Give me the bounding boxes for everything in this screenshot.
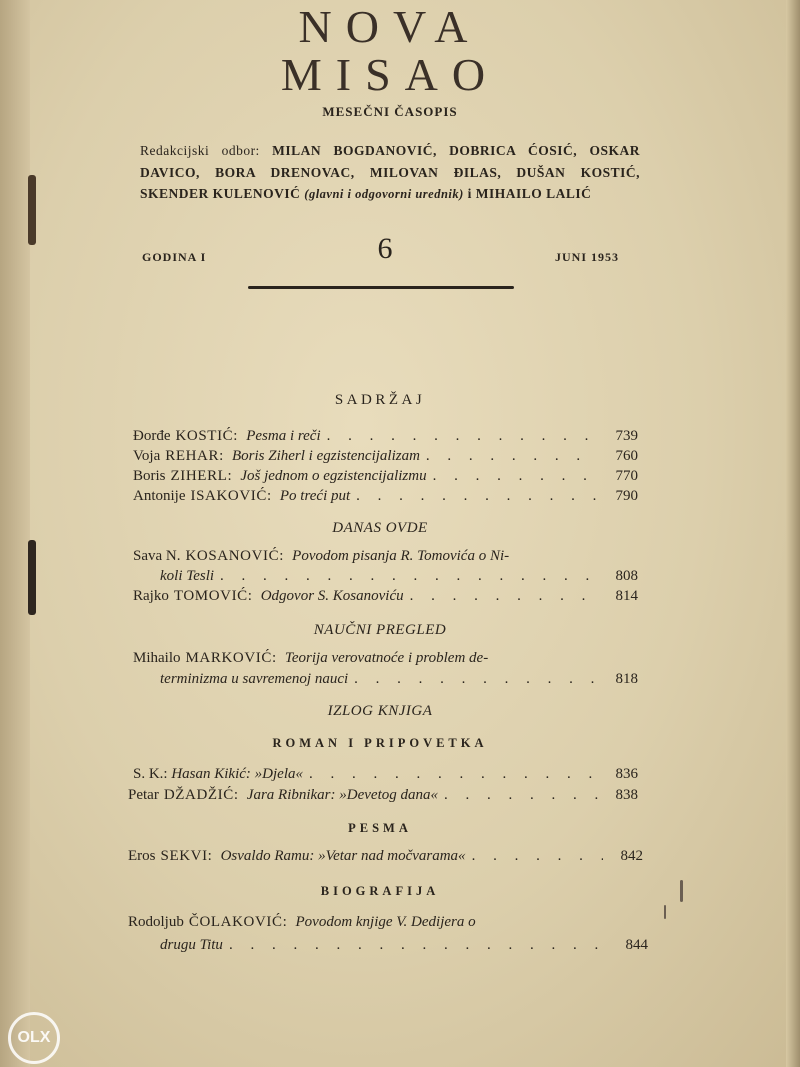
toc-entry bbox=[133, 766, 638, 783]
masthead-title-line-1: NOVA bbox=[298, 1, 482, 52]
entry-title: Povodom knjige V. Dedijera o bbox=[295, 914, 476, 930]
board-note: (glavni i odgovorni urednik) bbox=[304, 187, 464, 201]
entry-author-last: ČOLAKOVIĆ bbox=[188, 914, 283, 930]
entry-title-continued: terminizma u savremenoj nauci bbox=[160, 671, 349, 687]
toc-entry: Rajko TOMOVIĆ : Odgovor S. Kosanoviću . . . 814 bbox=[133, 588, 638, 605]
entry-page: 838 bbox=[615, 787, 638, 803]
entry-author-last: MARKOVIĆ bbox=[185, 650, 272, 666]
board-members-last: i MIHAILO LALIĆ bbox=[467, 186, 592, 201]
entry-page: 808 bbox=[615, 568, 638, 584]
toc-entry: Đorđe KOSTIĆ : Pesma i reči . . . 739 bbox=[133, 428, 638, 445]
toc-entry: Mihailo MARKOVIĆ : Teorija verovatnoće i problem de- bbox=[133, 650, 489, 666]
entry-title: Boris Ziherl i egzistencijalizam bbox=[232, 448, 420, 464]
toc-entry: Rodoljub ČOLAKOVIĆ : Povodom knjige V. Dedijera o bbox=[128, 914, 476, 930]
entry-author-first: S. K.: bbox=[133, 766, 168, 782]
issue-number: 6 bbox=[377, 232, 393, 265]
entry-title: Hasan Kikić: »Djela« bbox=[171, 766, 303, 782]
entry-title: Povodom pisanja R. Tomovića o Ni- bbox=[292, 548, 510, 564]
entry-author-first: Voja bbox=[133, 448, 161, 464]
entry-author-last: ISAKOVIĆ bbox=[190, 488, 267, 504]
toc-entry: Voja REHAR : Boris Ziherl i egzistencijalizam . . . 760 bbox=[133, 448, 638, 465]
entry-page: 770 bbox=[615, 468, 638, 484]
masthead-subtitle: MESEČNI ČASOPIS bbox=[322, 104, 458, 119]
entry-author-first: Sava N. bbox=[133, 548, 181, 564]
entry-page: 814 bbox=[615, 588, 638, 604]
toc-entry-continued bbox=[160, 568, 638, 585]
entry-page: 739 bbox=[615, 428, 638, 444]
dot-leader bbox=[309, 766, 598, 783]
entry-author-first: Petar bbox=[128, 787, 159, 803]
entry-page: 790 bbox=[615, 488, 638, 504]
toc-entry: Eros SEKVI : Osvaldo Ramu: »Vetar nad močvarama« . . . 842 bbox=[128, 848, 643, 865]
dot-leader bbox=[220, 568, 598, 585]
entry-page: 836 bbox=[615, 766, 638, 782]
toc-entry: Petar DŽADŽIĆ : Jara Ribnikar: »Devetog dana« . . . 838 bbox=[128, 787, 638, 804]
editorial-board bbox=[140, 140, 640, 206]
dot-leader bbox=[229, 937, 608, 954]
year-label: GODINA I bbox=[142, 250, 207, 264]
entry-title: Još jednom o egzistencijalizmu bbox=[240, 468, 427, 484]
dot-leader bbox=[472, 848, 603, 865]
entry-author-last: KOSTIĆ bbox=[175, 428, 234, 444]
entry-page: 818 bbox=[615, 671, 638, 687]
dot-leader bbox=[426, 448, 598, 465]
subsection-heading: ROMAN I PRIPOVETKA bbox=[272, 736, 488, 750]
entry-title: Odgovor S. Kosanoviću bbox=[260, 588, 404, 604]
dot-leader bbox=[327, 428, 598, 445]
entry-title: Teorija verovatnoće i problem de- bbox=[284, 650, 489, 666]
toc-entry-continued bbox=[160, 937, 648, 954]
entry-page: 844 bbox=[625, 937, 648, 953]
entry-author-first: Mihailo bbox=[133, 650, 181, 666]
pencil-mark bbox=[664, 905, 666, 919]
entry-author-last: KOSANOVIĆ bbox=[185, 548, 280, 564]
entry-author-first: Boris bbox=[133, 468, 166, 484]
section-heading: IZLOG KNJIGA bbox=[327, 703, 433, 719]
olx-watermark-logo: OLX bbox=[8, 1012, 60, 1064]
entry-author-last: REHAR bbox=[165, 448, 220, 464]
entry-title-continued: drugu Titu bbox=[160, 937, 223, 953]
dot-leader bbox=[354, 671, 598, 688]
board-members: MILAN BOGDANOVIĆ, DOBRICA ĆOSIĆ, OSKAR DAVICO, BORA DRENOVAC, MILOVAN ĐILAS, DUŠAN KOSTIĆ, SKENDER KULENOVIĆ bbox=[140, 143, 640, 201]
entry-author-first: Đorđe bbox=[133, 428, 171, 444]
entry-author-first: Eros bbox=[128, 848, 156, 864]
dot-leader bbox=[433, 468, 598, 485]
toc-entry: Antonije ISAKOVIĆ : Po treći put . . . 790 bbox=[133, 488, 638, 505]
entry-title: Pesma i reči bbox=[246, 428, 321, 444]
section-heading: NAUČNI PREGLED bbox=[313, 622, 447, 638]
entry-author-last: TOMOVIĆ bbox=[173, 588, 248, 604]
toc-entry-continued bbox=[160, 671, 638, 688]
entry-author-first: Rajko bbox=[133, 588, 169, 604]
date-label: JUNI 1953 bbox=[555, 250, 620, 264]
entry-author-first: Antonije bbox=[133, 488, 186, 504]
contents-heading: SADRŽAJ bbox=[334, 392, 426, 408]
dot-leader bbox=[356, 488, 598, 505]
entry-author-last: SEKVI bbox=[160, 848, 208, 864]
dot-leader bbox=[410, 588, 598, 605]
masthead-title-line-2: MISAO bbox=[280, 49, 500, 100]
entry-author-first: Rodoljub bbox=[128, 914, 184, 930]
entry-page: 760 bbox=[615, 448, 638, 464]
subsection-heading: BIOGRAFIJA bbox=[320, 884, 440, 898]
dot-leader bbox=[444, 787, 598, 804]
page-edge bbox=[786, 0, 800, 1067]
entry-title: Osvaldo Ramu: »Vetar nad močvarama« bbox=[220, 848, 466, 864]
toc-entry: Sava N. KOSANOVIĆ : Povodom pisanja R. Tomovića o Ni- bbox=[133, 548, 510, 564]
entry-title: Jara Ribnikar: »Devetog dana« bbox=[246, 787, 438, 803]
entry-title-continued: koli Tesli bbox=[160, 568, 215, 584]
entry-title: Po treći put bbox=[279, 488, 351, 504]
entry-author-last: ZIHERL bbox=[170, 468, 228, 484]
binding-staple bbox=[28, 540, 36, 615]
section-heading: DANAS OVDE bbox=[332, 520, 428, 536]
divider-rule bbox=[248, 286, 514, 289]
board-label: Redakcijski odbor: bbox=[140, 143, 260, 158]
binding-staple bbox=[28, 175, 36, 245]
subsection-heading: PESMA bbox=[348, 821, 412, 835]
entry-page: 842 bbox=[620, 848, 643, 864]
toc-entry: Boris ZIHERL : Još jednom o egzistencijalizmu . . . 770 bbox=[133, 468, 638, 485]
entry-author-last: DŽADŽIĆ bbox=[163, 787, 234, 803]
pencil-mark bbox=[680, 880, 683, 902]
